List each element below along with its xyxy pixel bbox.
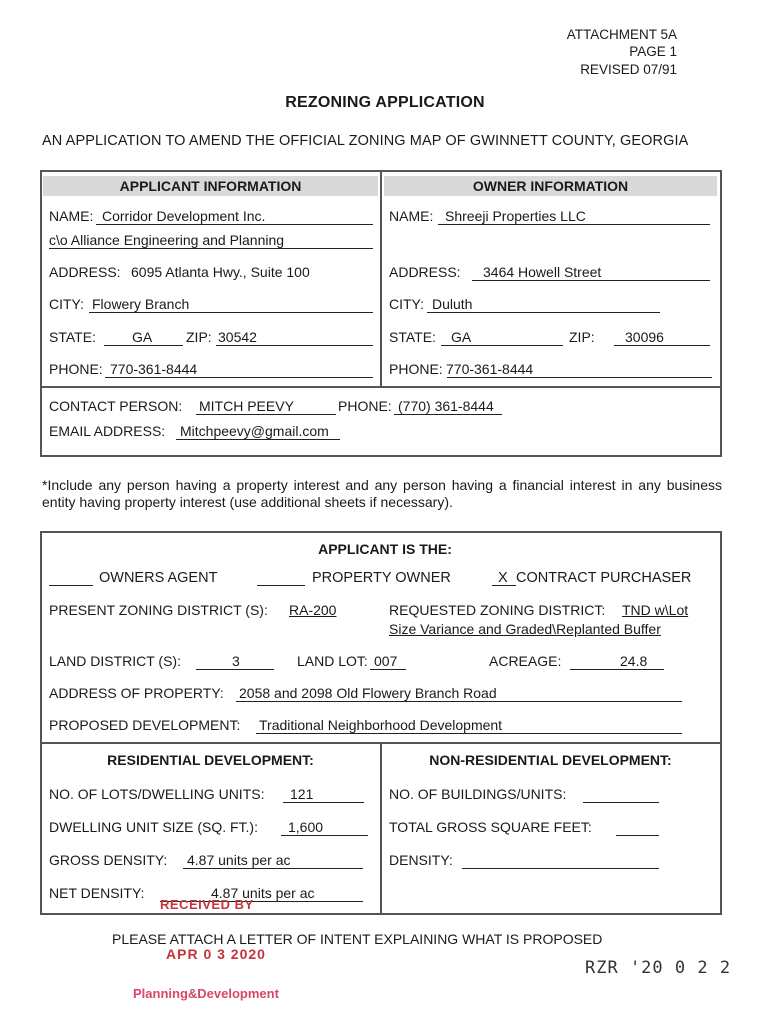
- case-number: RZR '20 0 2 2: [585, 958, 732, 978]
- gross-sqft-label: TOTAL GROSS SQUARE FEET:: [389, 819, 592, 835]
- requested-zoning-line2: Size Variance and Graded\Replanted Buffer: [389, 621, 661, 637]
- email-address: Mitchpeevy@gmail.com: [180, 423, 329, 439]
- interest-note: *Include any person having a property interest and any person having a financial interest in any business entity having property interest (use additional sheets if necessary).: [42, 477, 722, 510]
- owner-state: GA: [451, 329, 472, 345]
- email-label: EMAIL ADDRESS:: [49, 423, 166, 439]
- property-owner-option: PROPERTY OWNER: [312, 570, 451, 586]
- applicant-info-heading: APPLICANT INFORMATION: [43, 176, 378, 196]
- owner-name-label: NAME:: [389, 208, 434, 224]
- owners-agent-option: OWNERS AGENT: [99, 570, 218, 586]
- acreage: 24.8: [620, 653, 648, 669]
- property-address: 2058 and 2098 Old Flowery Branch Road: [239, 685, 497, 701]
- contract-purchaser-mark: X: [498, 570, 508, 586]
- received-date-stamp: APR 0 3 2020: [166, 946, 266, 962]
- applicant-city-label: CITY:: [49, 296, 85, 312]
- property-address-label: ADDRESS OF PROPERTY:: [49, 685, 224, 701]
- land-lot: 007: [374, 653, 398, 669]
- applicant-phone: 770-361-8444: [110, 361, 198, 377]
- lots-label: NO. OF LOTS/DWELLING UNITS:: [49, 786, 265, 802]
- applicant-phone-label: PHONE:: [49, 361, 103, 377]
- residential-heading: RESIDENTIAL DEVELOPMENT:: [107, 752, 314, 768]
- applicant-name-label: NAME:: [49, 208, 94, 224]
- requested-zoning-label: REQUESTED ZONING DISTRICT:: [389, 602, 606, 618]
- unit-size-value: 1,600: [288, 819, 324, 835]
- owner-phone-label: PHONE:: [389, 361, 443, 377]
- applicant-zip-label: ZIP:: [186, 329, 212, 345]
- contact-phone-label: PHONE:: [338, 398, 392, 414]
- owner-info-heading: OWNER INFORMATION: [384, 176, 717, 196]
- owner-zip-label: ZIP:: [569, 329, 595, 345]
- applicant-zip: 30542: [218, 329, 257, 345]
- land-lot-label: LAND LOT:: [297, 653, 368, 669]
- applicant-city: Flowery Branch: [92, 296, 190, 312]
- gross-density-value: 4.87 units per ac: [187, 852, 291, 868]
- gross-density-label: GROSS DENSITY:: [49, 852, 168, 868]
- present-zoning-label: PRESENT ZONING DISTRICT (S):: [49, 602, 268, 618]
- buildings-label: NO. OF BUILDINGS/UNITS:: [389, 786, 567, 802]
- applicant-name-line2: c\o Alliance Engineering and Planning: [49, 232, 285, 248]
- net-density-label: NET DENSITY:: [49, 885, 145, 901]
- letter-of-intent-note: PLEASE ATTACH A LETTER OF INTENT EXPLAINING WHAT IS PROPOSED: [112, 931, 603, 947]
- page-subtitle: AN APPLICATION TO AMEND THE OFFICIAL ZONING MAP OF GWINNETT COUNTY, GEORGIA: [42, 133, 689, 149]
- contact-phone: (770) 361-8444: [398, 398, 494, 414]
- net-density-value: 4.87 units per ac: [211, 885, 315, 901]
- applicant-address-label: ADDRESS:: [49, 264, 121, 280]
- owner-address: 3464 Howell Street: [483, 264, 602, 280]
- owner-city-label: CITY:: [389, 296, 425, 312]
- contact-person-label: CONTACT PERSON:: [49, 398, 183, 414]
- page-title: REZONING APPLICATION: [285, 94, 485, 111]
- applicant-state: GA: [132, 329, 153, 345]
- received-stamp: RECEIVED BY: [160, 897, 254, 912]
- planning-development-stamp: Planning&Development: [133, 986, 279, 1001]
- contact-person: MITCH PEEVY: [199, 398, 294, 414]
- land-district-label: LAND DISTRICT (S):: [49, 653, 181, 669]
- proposed-development-label: PROPOSED DEVELOPMENT:: [49, 717, 241, 733]
- present-zoning: RA-200: [289, 602, 337, 618]
- requested-zoning-line1: TND w\Lot: [622, 602, 689, 618]
- owner-phone: 770-361-8444: [446, 361, 534, 377]
- land-district: 3: [232, 653, 240, 669]
- non-residential-heading: NON-RESIDENTIAL DEVELOPMENT:: [429, 752, 672, 768]
- page-number: PAGE 1: [629, 44, 677, 59]
- owner-city: Duluth: [432, 296, 473, 312]
- applicant-address: 6095 Atlanta Hwy., Suite 100: [131, 264, 310, 280]
- attachment-label: ATTACHMENT 5A: [566, 27, 677, 42]
- revised-date: REVISED 07/91: [580, 62, 677, 77]
- lots-value: 121: [290, 786, 314, 802]
- owner-address-label: ADDRESS:: [389, 264, 461, 280]
- applicant-state-label: STATE:: [49, 329, 96, 345]
- applicant-is-heading: APPLICANT IS THE:: [318, 541, 452, 557]
- unit-size-label: DWELLING UNIT SIZE (SQ. FT.):: [49, 819, 258, 835]
- applicant-name: Corridor Development Inc.: [102, 208, 266, 224]
- owner-zip: 30096: [625, 329, 664, 345]
- acreage-label: ACREAGE:: [489, 653, 562, 669]
- owner-state-label: STATE:: [389, 329, 436, 345]
- owner-name: Shreeji Properties LLC: [445, 208, 586, 224]
- proposed-development: Traditional Neighborhood Development: [259, 717, 503, 733]
- non-res-density-label: DENSITY:: [389, 852, 453, 868]
- contract-purchaser-option: CONTRACT PURCHASER: [516, 570, 692, 586]
